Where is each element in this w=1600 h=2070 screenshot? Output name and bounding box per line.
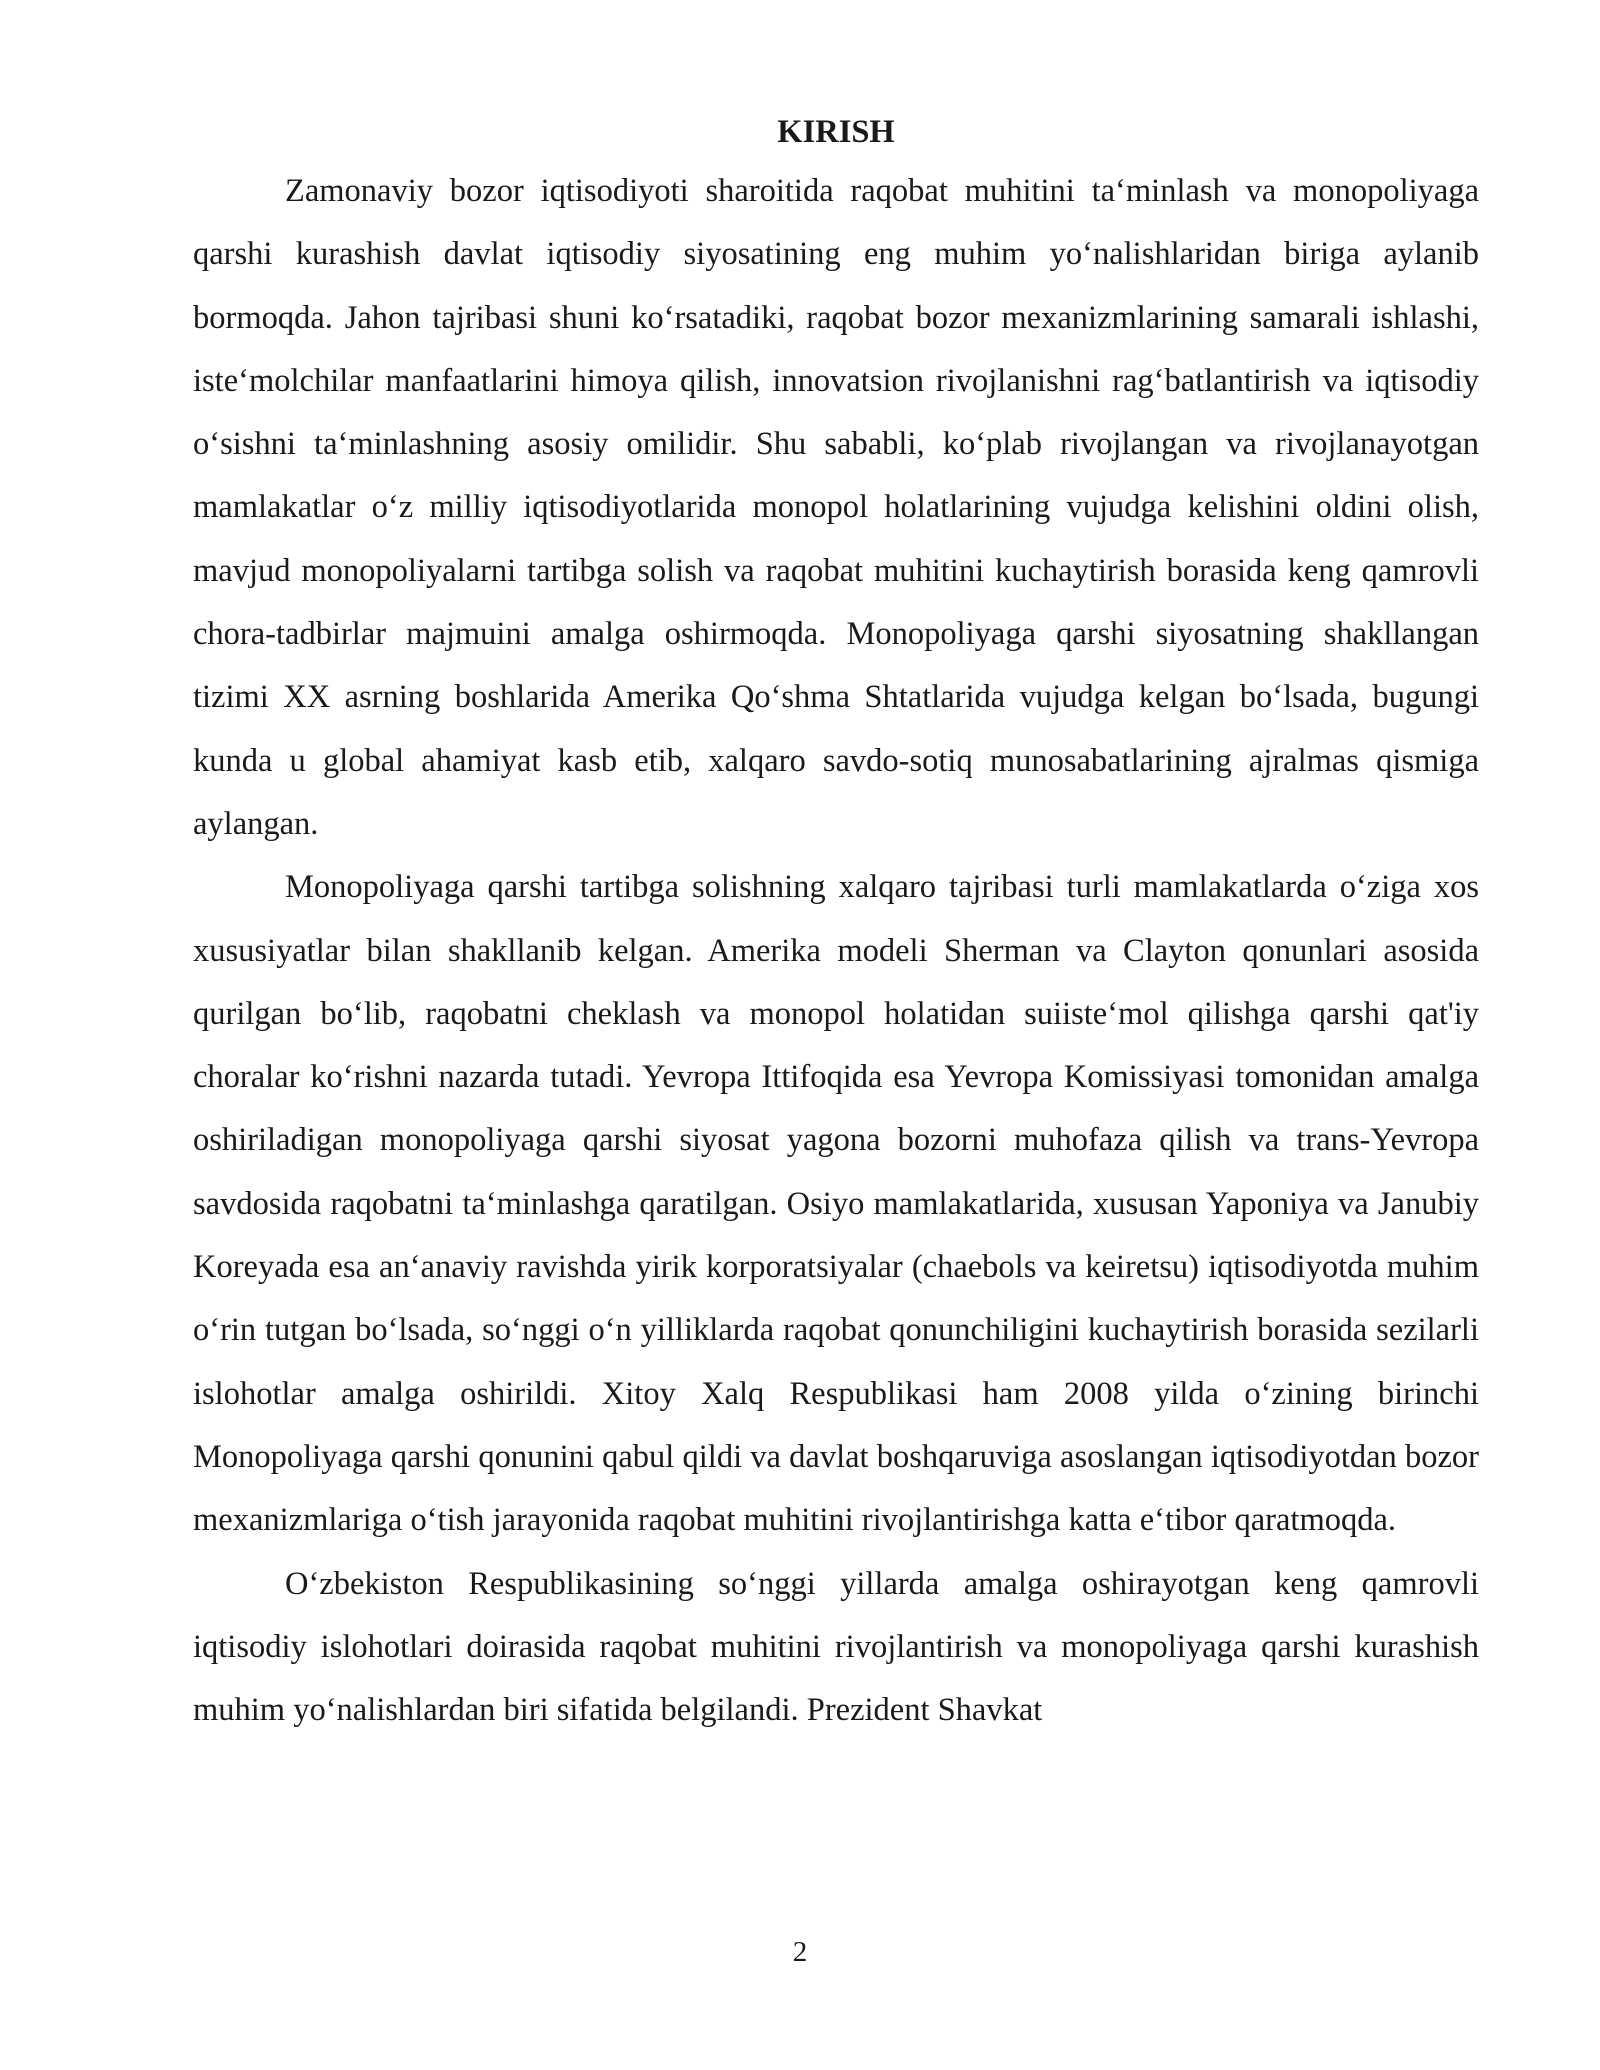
page-number: 2	[792, 1936, 808, 1968]
paragraph-intro: Zamonaviy bozor iqtisodiyoti sharoitida raqobat muhitini ta‘minlash va monopoliyaga qarshi kurashish davlat iqtisodiy siyosatining eng muhim yo‘nalishlaridan biriga aylanib bormoqda. Jahon tajribasi shuni ko‘rsatadiki, raqobat bozor mexanizmlarining samarali ishlashi, iste‘molchilar manfaatlarini himoya qilish, innovatsion rivojlanishni rag‘batlantirish va iqtisodiy o‘sishni ta‘minlashning asosiy omilidir. Shu sababli, ko‘plab rivojlangan va rivojlanayotgan mamlakatlar o‘z milliy iqtisodiyotlarida monopol holatlarining vujudga kelishini oldini olish, mavjud monopoliyalarni tartibga solish va raqobat muhitini kuchaytirish borasida keng qamrovli chora-tadbirlar majmuini amalga oshirmoqda. Monopoliyaga qarshi siyosatning shakllangan tizimi XX asrning boshlarida Amerika Qo‘shma Shtatlarida vujudga kelgan bo‘lsada, bugungi kunda u global ahamiyat kasb etib, xalqaro savdo-sotiq munosabatlarining ajralmas qismiga aylangan.	[193, 173, 1479, 842]
document-page	[193, 110, 1479, 1742]
section-title: KIRISH	[777, 114, 895, 150]
paragraph-uzbekistan: O‘zbekiston Respublikasining so‘nggi yillarda amalga oshirayotgan keng qamrovli iqtisodiy islohotlari doirasida raqobat muhitini rivojlantirish va monopoliyaga qarshi kurashish muhim yo‘nalishlardan biri sifatida belgilandi. Prezident Shavkat	[193, 1565, 1479, 1729]
paragraph-international-experience: Monopoliyaga qarshi tartibga solishning xalqaro tajribasi turli mamlakatlarda o‘ziga xos xususiyatlar bilan shakllanib kelgan. Amerika modeli Sherman va Clayton qonunlari asosida qurilgan bo‘lib, raqobatni cheklash va monopol holatidan suiiste‘mol qilishga qarshi qat'iy choralar ko‘rishni nazarda tutadi. Yevropa Ittifoqida esa Yevropa Komissiyasi tomonidan amalga oshiriladigan monopoliyaga qarshi siyosat yagona bozorni muhofaza qilish va trans-Yevropa savdosida raqobatni ta‘minlashga qaratilgan. Osiyo mamlakatlarida, xususan Yaponiya va Janubiy Koreyada esa an‘anaviy ravishda yirik korporatsiyalar (chaebols va keiretsu) iqtisodiyotda muhim o‘rin tutgan bo‘lsada, so‘nggi o‘n yilliklarda raqobat qonunchiligini kuchaytirish borasida sezilarli islohotlar amalga oshirildi. Xitoy Xalq Respublikasi ham 2008 yilda o‘zining birinchi Monopoliyaga qarshi qonunini qabul qildi va davlat boshqaruviga asoslangan iqtisodiyotdan bozor mexanizmlariga o‘tish jarayonida raqobat muhitini rivojlantirishga katta e‘tibor qaratmoqda.	[193, 869, 1479, 1539]
